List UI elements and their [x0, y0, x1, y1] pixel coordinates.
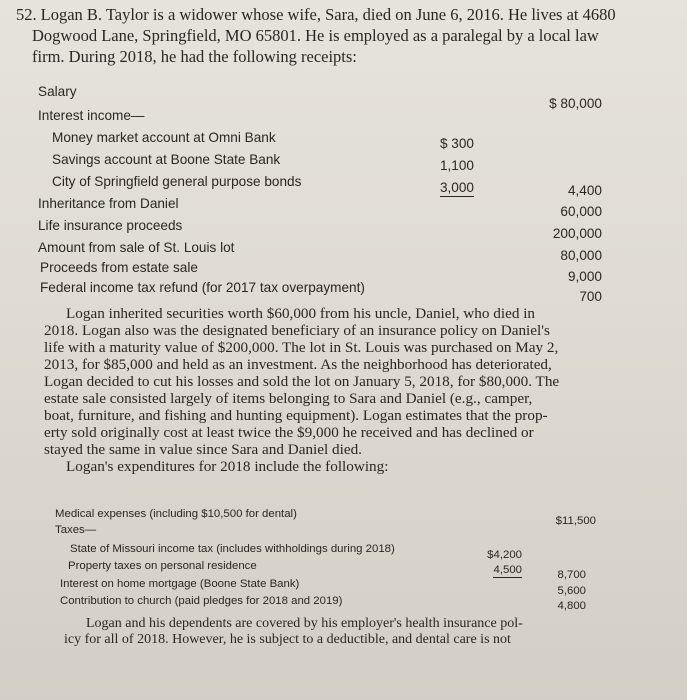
expense-amount: 5,600 — [557, 585, 586, 597]
salary-amount: $ 80,000 — [549, 96, 602, 111]
text-line: erty sold originally cost at least twice the $9,000 he received and has declined or — [44, 424, 534, 441]
problem-intro — [16, 4, 681, 67]
receipt-label: Life insurance proceeds — [38, 218, 183, 233]
tax-item-amount: $4,200 — [487, 549, 522, 561]
intro-line: 52. Logan B. Taylor is a widower whose wife, Sara, died on June 6, 2016. He lives at 4680 — [16, 5, 616, 24]
expense-label: Contribution to church (paid pledges for 2018 and 2019) — [60, 595, 343, 607]
tax-total: 8,700 — [557, 569, 586, 581]
text-line: Logan inherited securities worth $60,000 from his uncle, Daniel, who died in — [66, 305, 536, 322]
receipt-amount: 200,000 — [552, 226, 602, 241]
interest-total: 4,400 — [567, 183, 602, 198]
interest-item-label: Savings account at Boone State Bank — [52, 152, 281, 167]
text-line: Logan decided to cut his losses and sold the lot on January 5, 2018, for $80,000. The — [44, 373, 560, 390]
text-line: stayed the same in value since Sara and Daniel died. — [44, 441, 362, 458]
tax-item-label: Property taxes on personal residence — [68, 560, 257, 572]
receipt-amount: 80,000 — [560, 248, 602, 263]
receipt-amount: 9,000 — [567, 269, 602, 284]
tax-item-label: State of Missouri income tax (includes withholdings during 2018) — [70, 543, 395, 555]
receipt-amount: 60,000 — [560, 204, 602, 219]
text-line: 2018. Logan also was the designated beneficiary of an insurance policy on Daniel's — [44, 322, 550, 339]
medical-label: Medical expenses (including $10,500 for dental) — [55, 508, 297, 520]
intro-line: Dogwood Lane, Springfield, MO 65801. He is employed as a paralegal by a local law — [32, 26, 599, 45]
taxes-label: Taxes— — [55, 524, 97, 536]
text-line: Logan's expenditures for 2018 include the following: — [66, 458, 389, 475]
receipt-label: Proceeds from estate sale — [40, 260, 198, 275]
text-line: Logan and his dependents are covered by his employer's health insurance pol- — [86, 616, 523, 631]
text-line: icy for all of 2018. However, he is subject to a deductible, and dental care is not — [64, 632, 511, 647]
text-line: 2013, for $85,000 and held as an investment. As the neighborhood has deteriorated, — [44, 356, 552, 373]
interest-item-label: Money market account at Omni Bank — [52, 130, 276, 145]
receipt-label: Inheritance from Daniel — [38, 196, 179, 211]
problem-number: 52. — [16, 5, 37, 24]
text-line: boat, furniture, and fishing and hunting equipment). Logan estimates that the prop- — [44, 407, 548, 424]
salary-label: Salary — [38, 84, 77, 99]
medical-amount: $11,500 — [555, 515, 596, 527]
interest-item-amount: 3,000 — [439, 180, 474, 195]
receipt-label: Amount from sale of St. Louis lot — [38, 240, 235, 255]
expense-amount: 4,800 — [557, 600, 586, 612]
expense-label: Interest on home mortgage (Boone State Bank) — [60, 578, 300, 590]
interest-item-amount: $ 300 — [439, 136, 474, 151]
text-line: estate sale consisted largely of items belonging to Sara and Daniel (e.g., camper, — [44, 390, 533, 407]
interest-item-amount: 1,100 — [439, 158, 474, 173]
receipt-label: Federal income tax refund (for 2017 tax overpayment) — [40, 280, 365, 295]
interest-income-label: Interest income— — [38, 108, 145, 123]
intro-line: firm. During 2018, he had the following receipts: — [32, 47, 357, 66]
text-line: life with a maturity value of $200,000. The lot in St. Louis was purchased on May 2, — [44, 339, 559, 356]
receipt-amount: 700 — [579, 289, 602, 304]
paragraph-inheritance — [44, 305, 684, 475]
tax-item-amount: 4,500 — [493, 564, 522, 576]
paragraph-insurance — [64, 616, 664, 648]
interest-item-label: City of Springfield general purpose bonds — [52, 174, 302, 189]
